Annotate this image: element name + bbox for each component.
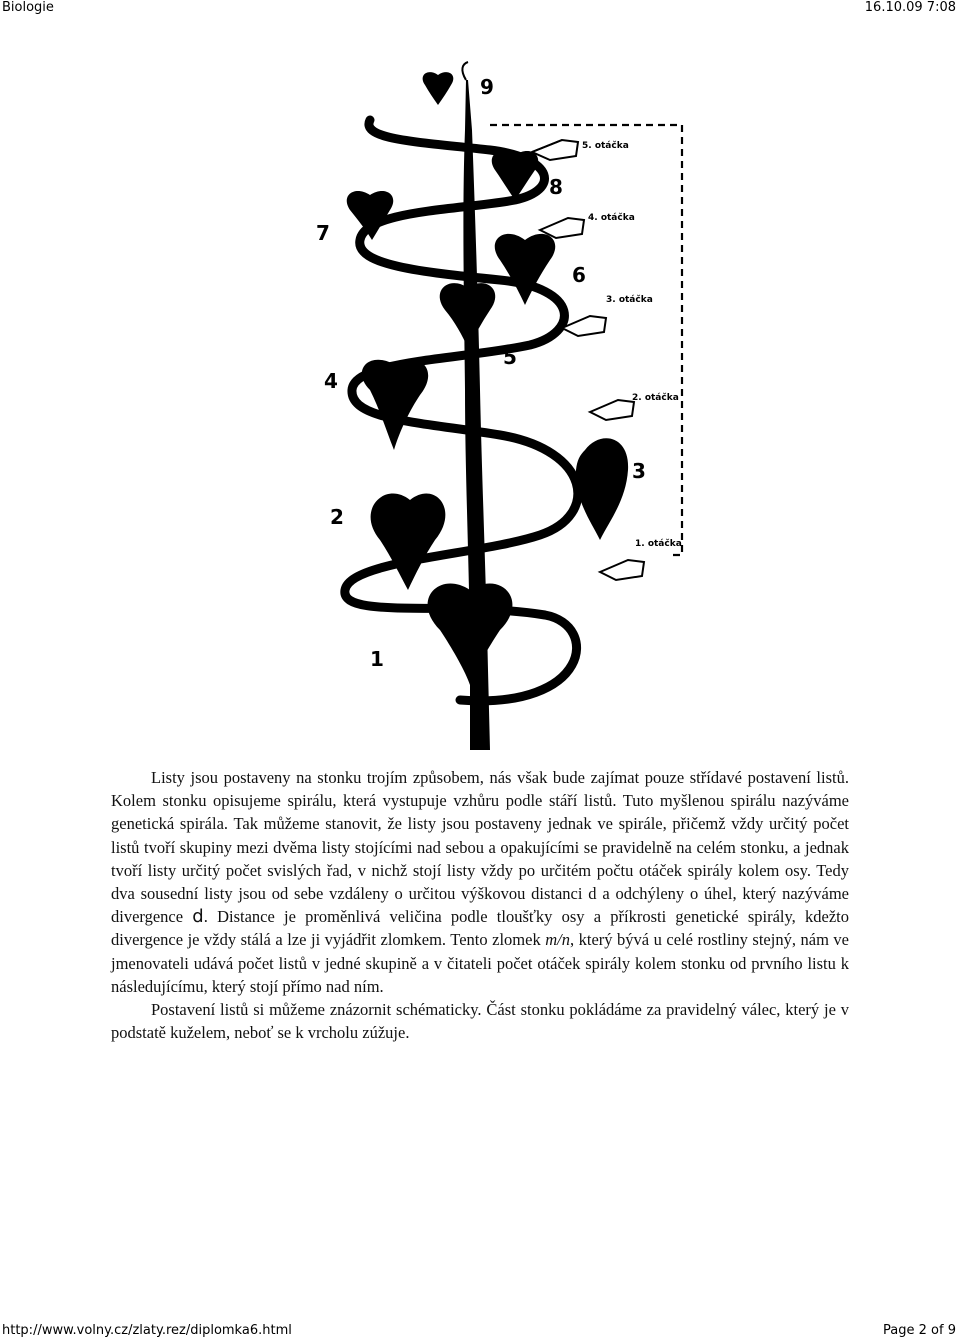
leaf-number: 8 bbox=[549, 175, 563, 199]
leaf-number: 5 bbox=[503, 345, 517, 369]
leaf-number: 2 bbox=[330, 505, 344, 529]
turn-label: 1. otáčka bbox=[635, 539, 682, 549]
leaf-5 bbox=[440, 283, 496, 348]
header-datetime: 16.10.09 7:08 bbox=[864, 0, 956, 15]
fraction-m-n: m/n bbox=[545, 930, 570, 950]
leaf-7 bbox=[347, 191, 393, 240]
page-footer bbox=[0, 1323, 960, 1341]
leaf-number: 6 bbox=[572, 263, 586, 287]
leaf-number: 3 bbox=[632, 459, 646, 483]
footer-url[interactable]: http://www.volny.cz/zlaty.rez/diplomka6.html bbox=[2, 1323, 292, 1338]
page-header bbox=[0, 0, 960, 16]
turn-label: 4. otáčka bbox=[588, 213, 635, 223]
paragraph: Postavení listů si můžeme znázornit schématicky. Část stonku pokládáme za pravidelný válec, který je v podstatě kuželem, neboť se k vrcholu zúžuje. bbox=[111, 1000, 849, 1043]
phyllotaxis-figure bbox=[300, 60, 700, 750]
leaf-number: 9 bbox=[480, 75, 494, 99]
body-text bbox=[111, 766, 849, 1044]
pointing-hand-icon bbox=[600, 560, 644, 580]
leaf-3 bbox=[576, 438, 628, 540]
paragraph: Listy jsou postaveny na stonku trojím způsobem, nás však bude zajímat pouze střídavé postavení listů. Kolem stonku opisujeme spirálu, která vystupuje vzhůru podle stáří listů. Tuto myšlenou spirálu nazýváme genetická spirála. Tak můžeme stanovit, že listy jsou postaveny jednak ve spirále, přičemž vždy určitý počet listů tvoří skupiny mezi dvěma listy stojícími nad sebou a opakujícími se pravidelně na celém stonku, a jednak tvoří listy určitý počet svislých řad, v nichž stojí listy vždy po určitém počtu otáček spirály kolem osy. Tedy dva sousední listy jsou od sebe vzdáleny o určitou výškovou distanci d a odchýleny o úhel, který nazýváme divergence d. Distance je proměnlivá veličina podle tloušťky osy a příkrosti genetické spirály, kdežto divergence je vždy stálá a lze ji vyjádřit zlomkem. Tento zlomek m/n, který bývá u celé rostliny stejný, nám ve jmenovateli udává počet listů v jedné skupině a v čitateli počet otáček spirály kolem stonku od prvního listu k následujícímu, který stojí přímo nad ním. bbox=[111, 768, 849, 996]
header-title: Biologie bbox=[2, 0, 54, 15]
leaf-1 bbox=[428, 584, 513, 685]
turn-label: 3. otáčka bbox=[606, 295, 653, 305]
leaf-2 bbox=[371, 494, 446, 590]
pointing-hand-icon bbox=[532, 140, 578, 160]
footer-page-number: Page 2 of 9 bbox=[883, 1323, 956, 1338]
turn-label: 2. otáčka bbox=[632, 393, 679, 403]
leaf-4 bbox=[362, 360, 428, 450]
leaves bbox=[347, 72, 628, 685]
turn-label: 5. otáčka bbox=[582, 141, 629, 151]
leaf-number: 4 bbox=[324, 369, 338, 393]
leaf-number: 7 bbox=[316, 221, 330, 245]
pointing-hand-icon bbox=[590, 400, 634, 420]
symbol-d: d bbox=[192, 906, 204, 928]
leaf-9 bbox=[423, 72, 454, 105]
leaf-number: 1 bbox=[370, 647, 384, 671]
